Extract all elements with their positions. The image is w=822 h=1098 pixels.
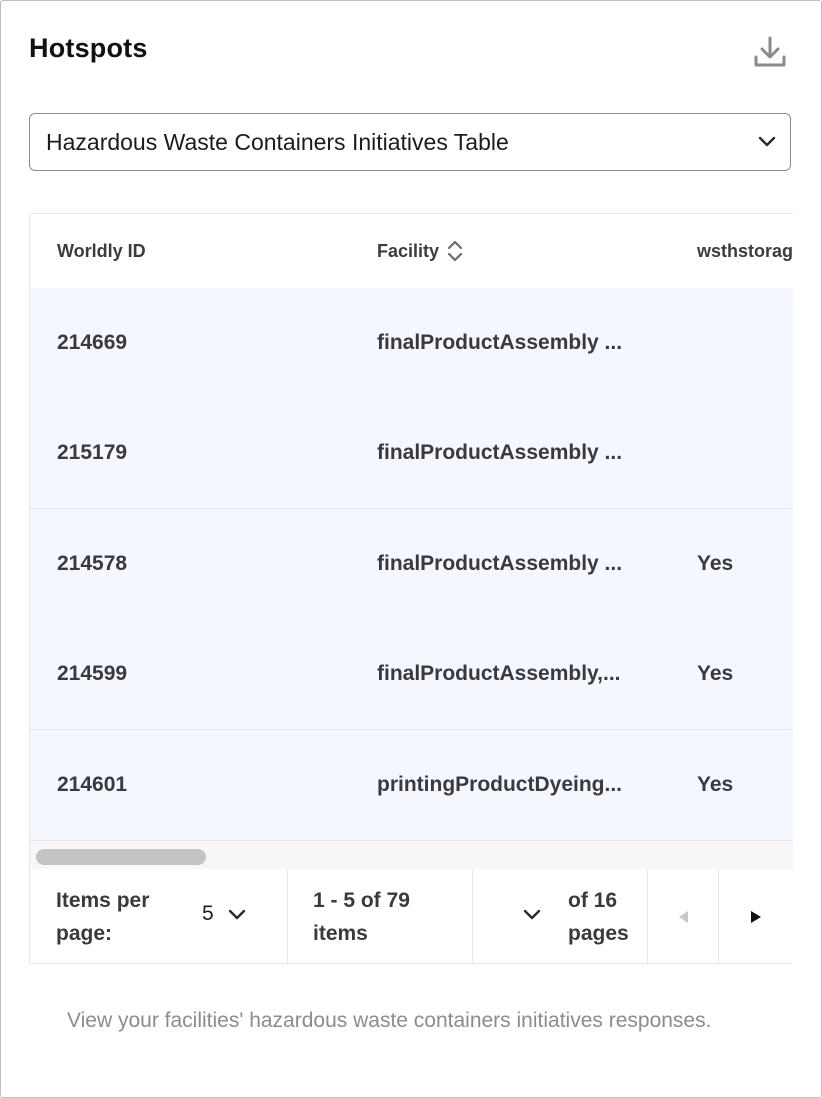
page-select[interactable] xyxy=(523,907,541,926)
cell-wsthstorag: Yes xyxy=(697,773,734,796)
items-per-page-select[interactable] xyxy=(202,902,246,926)
cell-wsthstorag: Yes xyxy=(697,552,734,575)
cell-facility: finalProductAssembly ... xyxy=(377,552,623,575)
page-count-line2: pages xyxy=(568,922,629,945)
widget-title: Hotspots xyxy=(29,33,148,63)
page-select-section xyxy=(473,869,648,964)
table-row[interactable] xyxy=(30,509,793,620)
pagination-bar xyxy=(29,869,792,964)
item-range-text xyxy=(313,884,410,950)
download-icon xyxy=(753,35,787,69)
sort-icon[interactable] xyxy=(447,240,463,262)
hotspots-table[interactable] xyxy=(29,213,793,871)
cell-facility: finalProductAssembly ... xyxy=(377,441,623,464)
next-page-button[interactable] xyxy=(719,869,793,964)
item-range-line2: items xyxy=(313,922,368,945)
caret-right-icon xyxy=(749,909,763,925)
table-type-select-value: Hazardous Waste Containers Initiatives Table xyxy=(46,128,509,155)
table-type-select[interactable] xyxy=(29,113,791,171)
table-row[interactable] xyxy=(30,398,793,509)
chevron-down-icon xyxy=(523,907,541,921)
items-per-page-label-line2: page: xyxy=(56,922,113,945)
cell-wsthstorag: Yes xyxy=(697,662,734,685)
items-per-page-label xyxy=(56,884,149,950)
column-header-facility-label: Facility xyxy=(377,240,440,261)
column-header-facility[interactable] xyxy=(377,214,463,288)
horizontal-scrollbar[interactable] xyxy=(30,842,793,871)
cell-facility: finalProductAssembly,... xyxy=(377,662,621,685)
cell-worldly-id: 214601 xyxy=(57,773,128,796)
table-row[interactable] xyxy=(30,730,793,841)
cell-facility: printingProductDyeing... xyxy=(377,773,622,796)
items-per-page-value: 5 xyxy=(202,902,214,925)
table-header xyxy=(30,214,793,289)
table-row[interactable] xyxy=(30,619,793,730)
download-button[interactable] xyxy=(751,33,789,71)
chevron-down-icon xyxy=(228,907,246,921)
previous-page-button[interactable] xyxy=(648,869,719,964)
item-range-line1: 1 - 5 of 79 xyxy=(313,889,410,912)
cell-worldly-id: 215179 xyxy=(57,441,128,464)
page-count-text xyxy=(568,884,629,950)
cell-worldly-id: 214599 xyxy=(57,662,128,685)
column-header-wsthstorag: wsthstorag xyxy=(697,240,793,261)
items-per-page-label-line1: Items per xyxy=(56,889,150,912)
cell-worldly-id: 214578 xyxy=(57,552,128,575)
horizontal-scrollbar-thumb[interactable] xyxy=(36,849,206,865)
widget-description: View your facilities' hazardous waste containers initiatives responses. xyxy=(67,1009,712,1032)
cell-worldly-id: 214669 xyxy=(57,331,128,354)
cell-facility: finalProductAssembly ... xyxy=(377,331,623,354)
caret-left-icon xyxy=(676,909,690,925)
item-range-section xyxy=(288,869,473,964)
page-count-line1: of 16 xyxy=(568,889,618,912)
column-header-worldly-id: Worldly ID xyxy=(57,240,146,261)
items-per-page-section xyxy=(30,869,288,964)
table-row[interactable] xyxy=(30,288,793,399)
chevron-down-icon xyxy=(758,134,776,148)
